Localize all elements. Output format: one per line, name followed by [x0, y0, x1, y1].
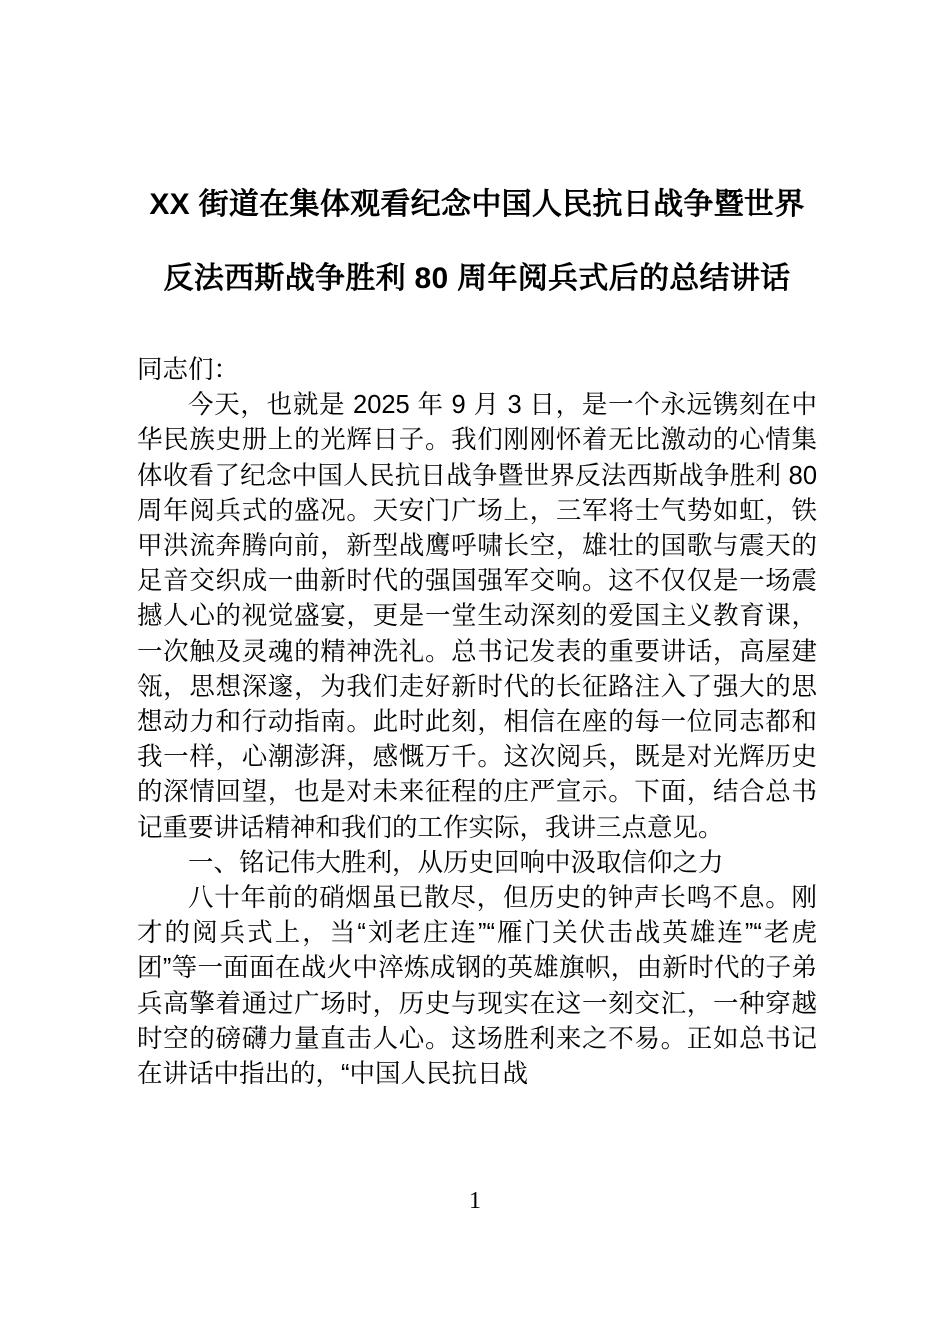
document-body — [137, 353, 825, 1092]
paragraph-section-1: 八十年前的硝烟虽已散尽，但历史的钟声长鸣不息。刚才的阅兵式上，当“刘老庄连”“雁门关伏击战英雄连”“老虎团”等一面面在战火中淬炼成钢的英雄旗帜，由新时代的子弟兵高擎着通过广场时，历史与现实在这一刻交汇，一种穿越时空的磅礴力量直击人心。这场胜利来之不易。正如总书记在讲话中指出的，“中国人民抗日战 — [137, 884, 817, 1089]
page-title: XX 街道在集体观看纪念中国人民抗日战争暨世界反法西斯战争胜利 80 周年阅兵式后的总结讲话 — [149, 188, 805, 295]
section-heading-1: 一、铭记伟大胜利，从历史回响中汲取信仰之力 — [188, 848, 724, 877]
document-content — [137, 0, 825, 1092]
page-number: 1 — [469, 1188, 481, 1214]
paragraph-intro: 今天，也就是 2025 年 9 月 3 日，是一个永远镌刻在中华民族史册上的光辉日子。我们刚刚怀着无比激动的心情集体收看了纪念中国人民抗日战争暨世界反法西斯战争胜利 80 周年阅兵式的盛况。天安门广场上，三军将士气势如虹，铁甲洪流奔腾向前，新型战鹰呼啸长空，雄壮的国歌与震天的足音交织成一曲新时代的强国强军交响。这不仅仅是一场震撼人心的视觉盛宴，更是一堂生动深刻的爱国主义教育课，一次触及灵魂的精神洗礼。总书记发表的重要讲话，高屋建瓴，思想深邃，为我们走好新时代的长征路注入了强大的思想动力和行动指南。此时此刻，相信在座的每一位同志都和我一样，心潮澎湃，感慨万千。这次阅兵，既是对光辉历史的深情回望，也是对未来征程的庄严宣示。下面，结合总书记重要讲话精神和我们的工作实际，我讲三点意见。 — [137, 391, 825, 842]
salutation: 同志们： — [137, 356, 240, 384]
